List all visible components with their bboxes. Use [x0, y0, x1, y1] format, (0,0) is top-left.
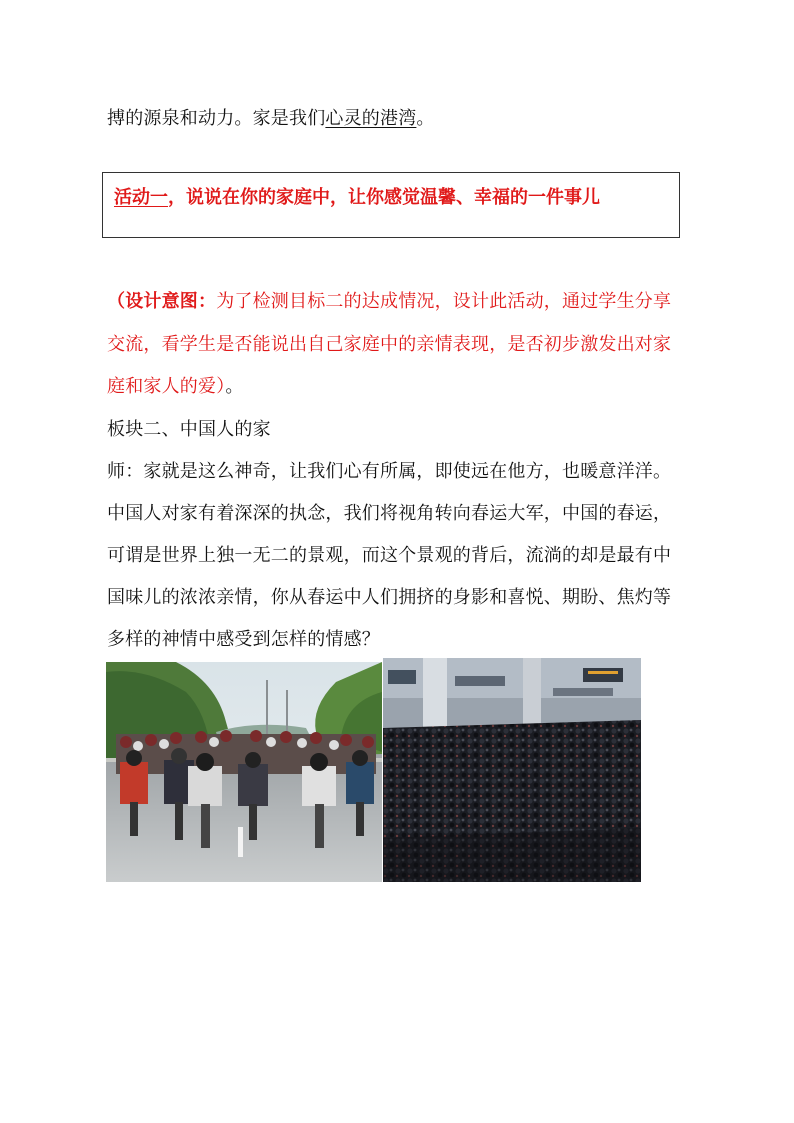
- teacher-line-5: 多样的神情中感受到怎样的情感？: [107, 629, 380, 650]
- design-intent-text-2: 交流，看学生是否能说出自己家庭中的亲情表现，是否初步激发出对家: [107, 334, 672, 355]
- activity-text: [114, 186, 600, 210]
- design-intent-line-1: [107, 290, 707, 314]
- activity-label: 活动一: [114, 187, 168, 208]
- teacher-line-3: 可谓是世界上独一无二的景观，而这个景观的背后，流淌的却是最有中: [107, 545, 672, 566]
- design-intent-line-2: [107, 333, 707, 357]
- intro-text: 搏的源泉和动力。家是我们: [107, 108, 326, 129]
- motorcycle-convoy-photo: [106, 662, 382, 882]
- design-intent-line-3: [107, 375, 707, 399]
- teacher-line-2: 中国人对家有着深深的执念，我们将视角转向春运大军，中国的春运，: [107, 503, 672, 524]
- design-open-paren: （: [107, 291, 126, 312]
- activity-box: [102, 172, 680, 238]
- activity-description: ，说说在你的家庭中，让你感觉温馨、幸福的一件事儿: [168, 187, 600, 208]
- design-intent-text-1: 为了检测目标二的达成情况，设计此活动，通过学生分享: [216, 291, 672, 312]
- intro-underlined-text: 心灵的港湾: [325, 108, 417, 129]
- teacher-line-1: 师：家就是这么神奇，让我们心有所属，即使远在他方，也暖意洋洋。: [107, 461, 672, 482]
- intro-punctuation: 。: [416, 108, 435, 129]
- intro-line: [107, 107, 707, 131]
- design-intent-label: 设计意图：: [125, 291, 217, 312]
- design-intent-end-punct: 。: [225, 376, 244, 397]
- section-title: 板块二、中国人的家: [107, 419, 271, 440]
- teacher-line-4: 国味儿的浓浓亲情，你从春运中人们拥挤的身影和喜悦、期盼、焦灼等: [107, 587, 672, 608]
- design-intent-text-3: 庭和家人的爱）: [107, 376, 226, 397]
- station-crowd-photo: [383, 658, 641, 882]
